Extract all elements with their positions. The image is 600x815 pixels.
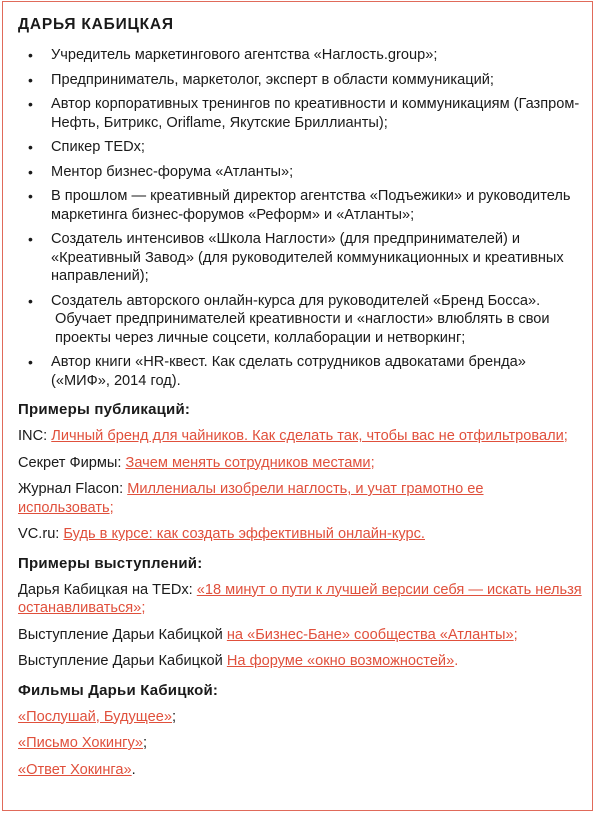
bullet-dot-icon: • xyxy=(28,292,33,309)
films-heading: Фильмы Дарьи Кабицкой: xyxy=(18,681,219,699)
bullet-dot-icon: • xyxy=(28,231,33,247)
publication-entry: VC.ru: Будь в курсе: как создать эффективный онлайн-курс. xyxy=(18,526,425,542)
bio-content xyxy=(18,14,583,787)
bullet-dot-icon: • xyxy=(28,96,33,112)
publication-link[interactable]: Миллениалы изобрели наглость, и учат грамотно ее использовать xyxy=(18,481,484,516)
bio-item: • Создатель авторского онлайн-курса для руководителей «Бренд Босса». Обучает предпринимателей креативности и «наглости» влюблять в свои проекты через личные соцсети, коллаборации и нетворкинг; xyxy=(18,292,583,348)
talk-entry: Выступление Дарьи Кабицкой на «Бизнес-Бане» сообщества «Атланты»; xyxy=(18,626,518,643)
talk-link[interactable]: «18 минут о пути к лучшей версии себя — искать нельзя останавливаться» xyxy=(18,581,582,616)
bullet-dot-icon: • xyxy=(28,47,33,63)
talk-entry: Дарья Кабицкая на TEDx: «18 минут о пути к лучшей версии себя — искать нельзя останавливаться»; xyxy=(18,581,582,616)
bio-item: • Создатель интенсивов «Школа Наглости» (для предпринимателей) и «Креативный Завод» (для руководителей коммуникационных и креативных направлений); xyxy=(28,231,564,284)
page-title: ДАРЬЯ КАБИЦКАЯ xyxy=(18,16,174,33)
bio-item: • Учредитель маркетингового агентства «Наглость.group»; xyxy=(28,47,438,63)
bio-item: • В прошлом — креативный директор агентства «Подъежики» и руководитель маркетинга бизнес-форумов «Реформ» и «Атланты»; xyxy=(28,188,571,223)
bio-item: • Автор корпоративных тренингов по креативности и коммуникациям (Газпром-Нефть, Битрикс, Oriflame, Якутские Бриллианты); xyxy=(28,96,580,131)
bullet-dot-icon: • xyxy=(28,139,33,155)
bullet-dot-icon: • xyxy=(28,71,33,88)
film-link[interactable]: «Ответ Хокинга» xyxy=(18,761,132,778)
publication-link[interactable]: Будь в курсе: как создать эффективный онлайн-курс. xyxy=(63,526,425,542)
bullet-dot-icon: • xyxy=(28,354,33,370)
publications-heading: Примеры публикаций: xyxy=(18,401,191,418)
talk-entry: Выступление Дарьи Кабицкой На форуме «окно возможностей». xyxy=(18,653,459,669)
talks-heading: Примеры выступлений: xyxy=(18,554,203,572)
bio-item: • Предприниматель, маркетолог, эксперт в области коммуникаций; xyxy=(28,71,494,88)
talk-link[interactable]: на «Бизнес-Бане» сообщества «Атланты» xyxy=(226,626,514,643)
bio-list xyxy=(18,46,583,390)
publication-link[interactable]: Личный бренд для чайников. Как сделать так, чтобы вас не отфильтровали xyxy=(51,428,564,444)
film-entry: «Письмо Хокингу»; xyxy=(18,735,148,751)
bio-item: • Автор книги «HR-квест. Как сделать сотрудников адвокатами бренда» («МИФ», 2014 год). xyxy=(28,354,526,389)
film-entry: «Послушай, Будущее»; xyxy=(18,708,177,725)
bio-item: • Спикер TEDx; xyxy=(28,139,145,155)
film-entry: «Ответ Хокинга». xyxy=(18,761,136,778)
bio-item: • Ментор бизнес-форума «Атланты»; xyxy=(28,163,294,180)
publication-entry: Секрет Фирмы: Зачем менять сотрудников местами; xyxy=(18,454,375,471)
film-link[interactable]: «Письмо Хокингу» xyxy=(18,735,144,751)
publication-entry: Журнал Flacon: Миллениалы изобрели наглость, и учат грамотно ее использовать; xyxy=(18,481,484,516)
bullet-dot-icon: • xyxy=(28,188,33,204)
bio-item-extra: Обучает предпринимателей креативности и «наглости» влюблять в свои проекты через личные соцсети, коллаборации и нетворкинг; xyxy=(55,311,550,346)
bullet-dot-icon: • xyxy=(28,163,33,180)
talk-link[interactable]: На форуме «окно возможностей» xyxy=(226,653,455,669)
film-link[interactable]: «Послушай, Будущее» xyxy=(18,708,172,725)
publication-entry: INC: Личный бренд для чайников. Как сделать так, чтобы вас не отфильтровали; xyxy=(18,428,568,444)
publication-link[interactable]: Зачем менять сотрудников местами xyxy=(125,454,371,471)
